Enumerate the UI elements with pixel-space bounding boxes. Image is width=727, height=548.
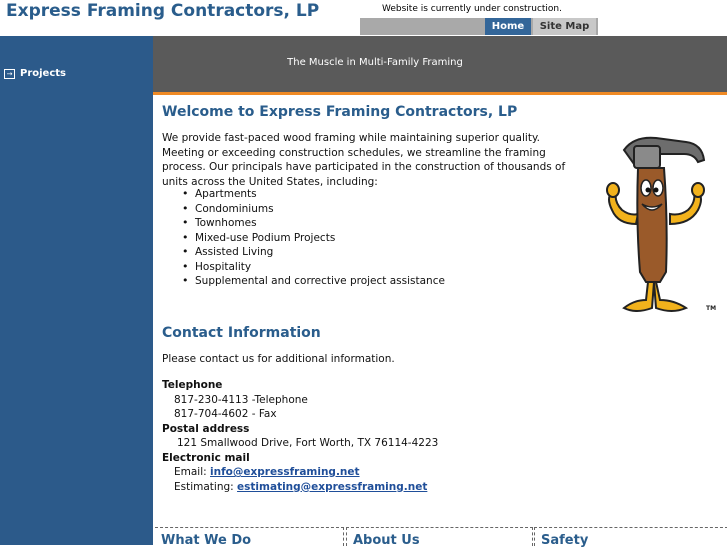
sidebar-item-projects[interactable] [4, 63, 66, 77]
footer-column-about-us [346, 527, 533, 546]
column-title: About Us [353, 533, 420, 548]
list-item: • Condominiums [162, 202, 445, 217]
estimating-email-link[interactable]: estimating@expressframing.net [237, 480, 428, 493]
nav-home-button[interactable]: Home [485, 18, 531, 35]
email-label: Electronic mail [162, 451, 250, 464]
list-item: • Supplemental and corrective project assistance [162, 274, 445, 289]
contact-note: Please contact us for additional information. [162, 353, 395, 365]
footer-column-what-we-do [155, 527, 344, 546]
hammer-mascot-image [594, 132, 722, 317]
header-spacer [598, 0, 727, 36]
arrow-box-icon: → [4, 69, 15, 79]
nav-sitemap-button[interactable]: Site Map [533, 18, 596, 35]
banner-tagline: The Muscle in Multi-Family Framing [287, 57, 463, 68]
list-item: • Apartments [162, 187, 445, 202]
trademark-label: TM [706, 305, 717, 312]
sidebar [0, 36, 153, 545]
estimating-prefix: Estimating: [174, 480, 234, 493]
postal-address: 121 Smallwood Drive, Fort Worth, TX 76114-4223 [177, 437, 439, 449]
telephone-label: Telephone [162, 379, 223, 391]
contact-heading: Contact Information [162, 325, 321, 341]
footer-column-safety [534, 527, 727, 546]
email-link[interactable]: info@expressframing.net [210, 466, 360, 478]
list-item: • Townhomes [162, 216, 445, 231]
email-prefix: Email: [174, 466, 207, 478]
services-list [162, 187, 445, 289]
column-title: Safety [541, 533, 589, 548]
fax-number: 817-704-4602 - Fax [174, 408, 277, 420]
postal-label: Postal address [162, 422, 250, 435]
list-item: • Assisted Living [162, 245, 445, 260]
welcome-heading: Welcome to Express Framing Contractors, LP [162, 104, 518, 120]
list-item: • Mixed-use Podium Projects [162, 231, 445, 246]
construction-notice: Website is currently under construction. [382, 4, 562, 14]
sidebar-item-label: Projects [20, 68, 67, 79]
contact-details [162, 378, 438, 494]
telephone-number: 817-230-4113 -Telephone [174, 393, 308, 406]
list-item: • Hospitality [162, 260, 445, 275]
column-title: What We Do [161, 533, 252, 548]
intro-paragraph: We provide fast-paced wood framing while maintaining superior quality. Meeting or exceeding construction schedules, we streamline the framing process. Our principals have participated in the construction of thousands of units across the United States, including: [162, 132, 566, 188]
site-title: Express Framing Contractors, LP [6, 1, 320, 21]
